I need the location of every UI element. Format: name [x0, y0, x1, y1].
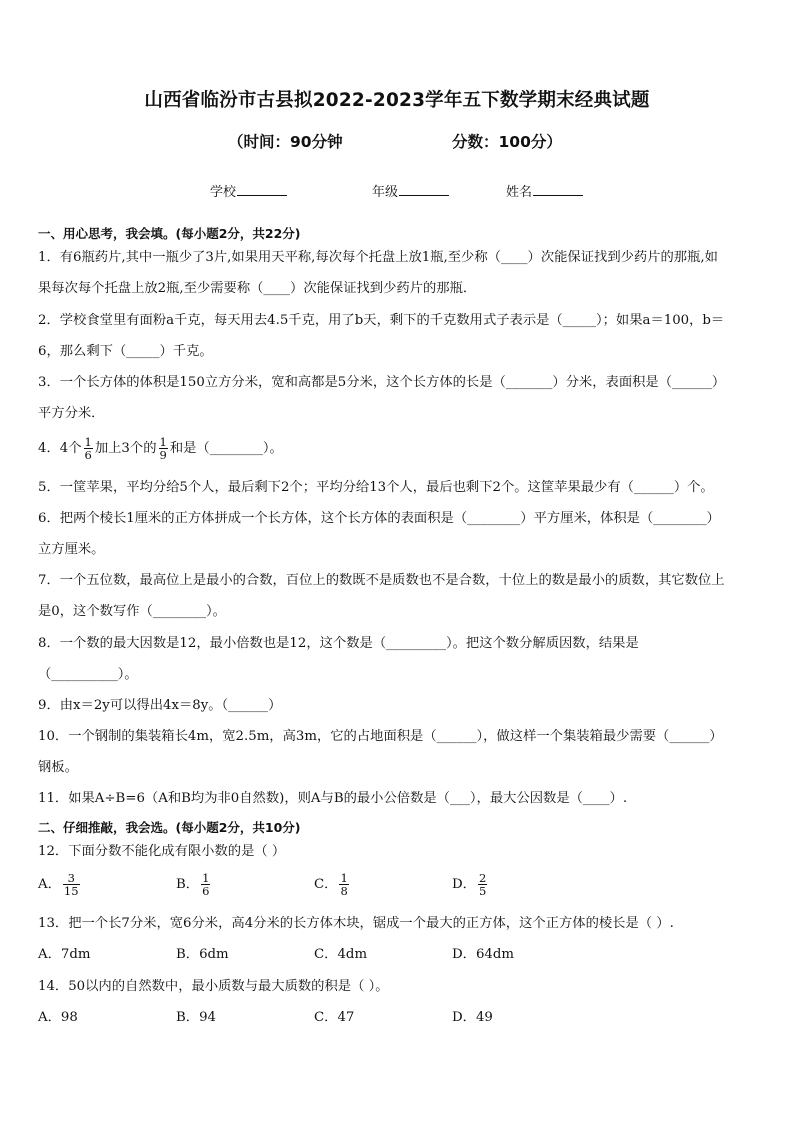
grade-field — [372, 181, 449, 200]
question-13-stem: 13．把一个长7分米，宽6分米，高4分米的长方体木块，锯成一个最大的正方体，这个正方体的棱长是（ ）. — [38, 916, 674, 931]
fraction-denominator: 5 — [478, 884, 487, 898]
grade-label: 年级 — [372, 185, 399, 200]
question-line: 果每次每个托盘上放2瓶,至少需要称（____）次能保证找到少药片的那瓶． — [38, 281, 477, 296]
school-blank — [237, 182, 287, 196]
fraction-numerator: 1 — [340, 871, 348, 885]
fraction-numerator: 3 — [67, 871, 75, 885]
option-a: A．98 — [38, 1010, 78, 1025]
option-c: C．4dm — [314, 947, 368, 962]
question-line: 6，那么剩下（_____）千克。 — [38, 344, 213, 359]
option-label: D． — [452, 877, 476, 892]
fraction-numerator: 1 — [84, 435, 92, 449]
question-line: 是0，这个数写作（________）。 — [38, 604, 226, 619]
fraction-denominator: 6 — [202, 884, 210, 898]
name-blank — [533, 182, 583, 196]
question-line: 9．由x＝2y可以得出4x＝8y。（______） — [38, 698, 282, 713]
fraction-denominator: 8 — [340, 884, 348, 898]
fraction-numerator: 1 — [159, 435, 167, 449]
option-b: B．94 — [176, 1010, 216, 1025]
fraction-denominator: 15 — [63, 884, 79, 898]
question-line: 8．一个数的最大因数是12，最小倍数也是12，这个数是（_________）。把这个数分解质因数，结果是 — [38, 636, 639, 651]
question-line: 3．一个长方体的体积是150立方分米，宽和高都是5分米，这个长方体的长是（_______）分米，表面积是（______） — [38, 375, 726, 390]
q4-text-3: 和是（________）。 — [169, 441, 283, 456]
section-2-heading: 二、仔细推敲，我会选。(每小题2分，共10分) — [38, 820, 301, 835]
question-line: 平方分米． — [38, 406, 105, 421]
question-14-stem: 14．50以内的自然数中，最小质数与最大质数的积是（ ）。 — [38, 979, 389, 994]
option-label: C． — [314, 877, 338, 892]
question-line: 立方厘米。 — [38, 542, 105, 557]
question-line: 7．一个五位数，最高位上是最小的合数，百位上的数既不是质数也不是合数，十位上的数是最小的质数，其它数位上 — [38, 573, 725, 588]
option-label: B． — [176, 877, 200, 892]
q4-text-2: 加上3个的 — [94, 441, 157, 456]
fraction — [478, 872, 487, 897]
option-b: B．6dm — [176, 947, 229, 962]
fraction-denominator: 9 — [159, 448, 167, 462]
fraction-denominator: 6 — [84, 448, 92, 462]
exam-title: 山西省临汾市古县拟2022-2023学年五下数学期末经典试题 — [144, 90, 650, 111]
question-line: 6．把两个棱长1厘米的正方体拼成一个长方体，这个长方体的表面积是（________）平方厘米，体积是（________） — [38, 511, 720, 526]
fraction — [339, 872, 348, 897]
fraction — [63, 872, 80, 897]
question-line: 11．如果A÷B=6（A和B均为非0自然数)，则A与B的最小公倍数是（___），最大公因数是（____）. — [38, 791, 628, 806]
question-line: 10．一个钢制的集装箱长4m，宽2.5m，高3m，它的占地面积是（______），做这样一个集装箱最少需要（______） — [38, 729, 723, 744]
option-c — [314, 872, 351, 897]
option-b — [176, 872, 212, 897]
grade-blank — [399, 182, 449, 196]
fraction — [201, 872, 210, 897]
fraction — [159, 436, 168, 461]
question-line: 2．学校食堂里有面粉a千克，每天用去4.5千克，用了b天，剩下的千克数用式子表示是（_____）；如果a＝100，b＝ — [38, 313, 725, 328]
fraction — [84, 436, 93, 461]
fraction-numerator: 1 — [202, 871, 210, 885]
question-12-stem: 12．下面分数不能化成有限小数的是（ ） — [38, 844, 286, 859]
option-a — [38, 872, 82, 897]
question-4 — [38, 434, 283, 464]
section-1-heading: 一、用心思考，我会填。(每小题2分，共22分) — [38, 226, 301, 241]
school-label: 学校 — [210, 185, 237, 200]
option-c: C．47 — [314, 1010, 355, 1025]
name-field — [506, 181, 583, 200]
option-d — [452, 872, 489, 897]
q4-text-1: 4．4个 — [38, 441, 82, 456]
question-line: 钢板。 — [38, 760, 78, 775]
school-field — [210, 181, 287, 200]
fraction-numerator: 2 — [478, 871, 487, 885]
exam-score: 分数：100分） — [452, 133, 562, 151]
option-label: A． — [38, 877, 61, 892]
question-line: 5．一筐苹果，平均分给5个人，最后剩下2个；平均分给13个人，最后也剩下2个。这筐苹果最少有（______）个。 — [38, 480, 714, 495]
question-line: 1．有6瓶药片,其中一瓶少了3片,如果用天平称,每次每个托盘上放1瓶,至少称（____）次能保证找到少药片的那瓶,如 — [38, 250, 718, 265]
name-label: 姓名 — [506, 185, 533, 200]
option-a: A．7dm — [38, 947, 91, 962]
question-line: （__________）。 — [38, 667, 138, 682]
option-d: D．64dm — [452, 947, 514, 962]
option-d: D．49 — [452, 1010, 493, 1025]
exam-time: （时间：90分钟 — [228, 133, 343, 151]
